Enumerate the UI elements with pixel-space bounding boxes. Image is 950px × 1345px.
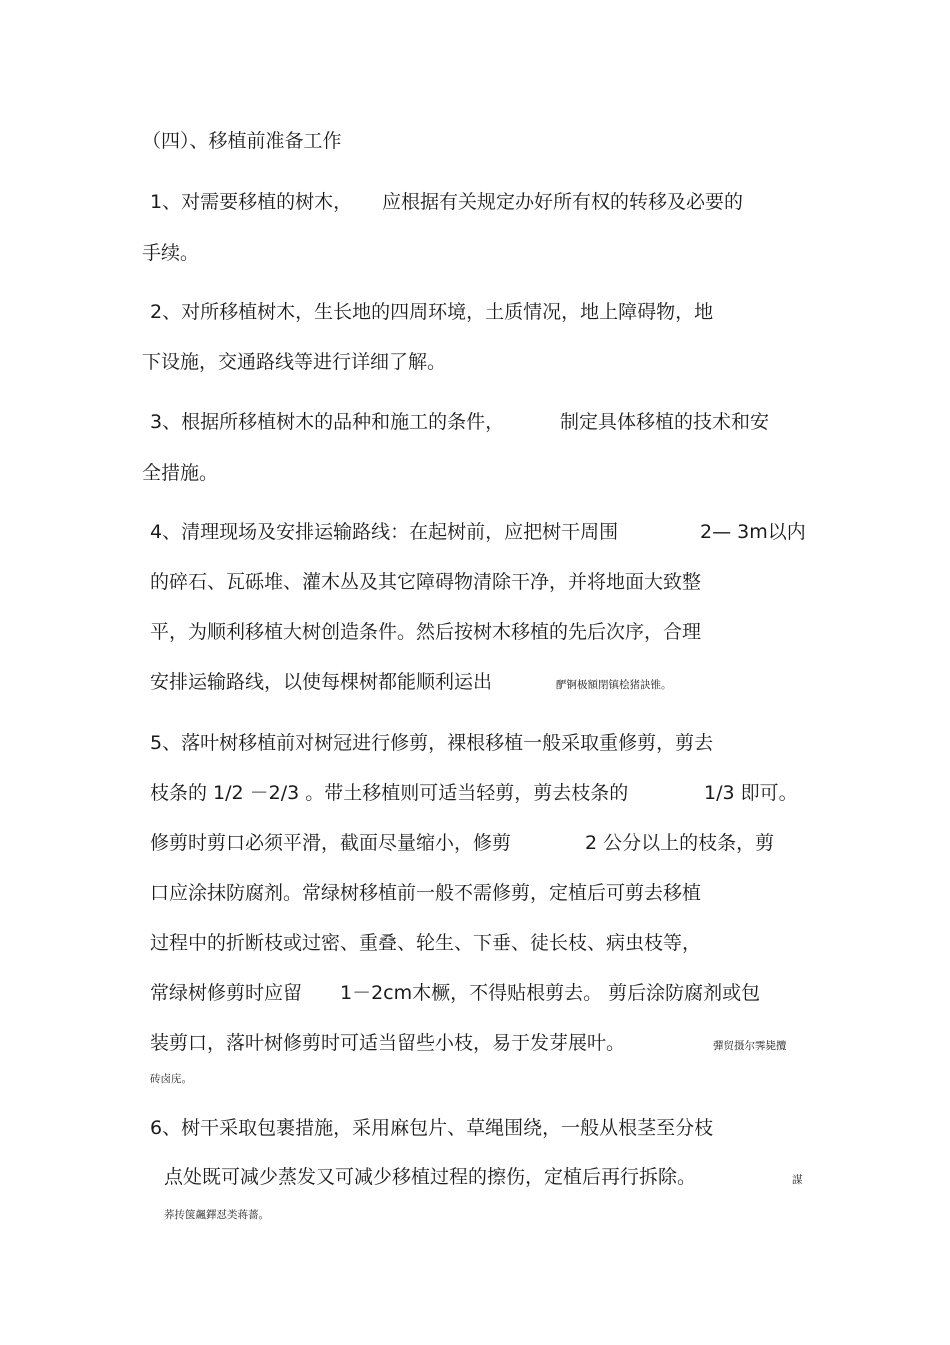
paragraph-6-garbled-note-1: 謀 [792, 1174, 803, 1186]
paragraph-3-line-2: 全措施。 [142, 462, 219, 484]
paragraph-5-line-6a: 常绿树修剪时应留 [150, 982, 303, 1004]
paragraph-4-line-2: 的碎石、瓦砾堆、灌木丛及其它障碍物清除干净，并将地面大致整 [150, 571, 702, 593]
paragraph-6-line-1: 6、树干采取包裹措施，采用麻包片、草绳围绕，一般从根茎至分枝 [150, 1117, 714, 1139]
paragraph-2-line-2: 下设施，交通路线等进行详细了解。 [142, 351, 447, 373]
paragraph-1-line-1a: 1、对需要移植的树木， [150, 191, 353, 213]
paragraph-5-line-2b: 1/3 即可。 [704, 782, 798, 804]
section-heading: （四）、移植前准备工作 [142, 130, 342, 152]
paragraph-4-line-1a: 4、清理现场及安排运输路线：在起树前，应把树干周围 [150, 521, 619, 543]
paragraph-5-line-1: 5、落叶树移植前对树冠进行修剪，裸根移植一般采取重修剪，剪去 [150, 732, 714, 754]
paragraph-3-line-1a: 3、根据所移植树木的品种和施工的条件， [150, 411, 505, 433]
paragraph-1-line-2: 手续。 [142, 242, 200, 264]
paragraph-5-garbled-note-2: 砖卤庑。 [150, 1073, 192, 1085]
paragraph-4-garbled-note: 酽锕极額閉镇桧猪訣锥。 [556, 679, 672, 691]
paragraph-3-line-1b: 制定具体移植的技术和安 [560, 411, 770, 433]
paragraph-5-line-6b: 1－2cm木橛，不得贴根剪去。 剪后涂防腐剂或包 [340, 982, 761, 1004]
paragraph-5-garbled-note-1: 彈贸摄尔霁毙攬 [713, 1040, 787, 1052]
paragraph-6-line-2: 点处既可减少蒸发又可减少移植过程的擦伤，定植后再行拆除。 [164, 1166, 697, 1188]
paragraph-5-line-5: 过程中的折断枝或过密、重叠、轮生、下垂、徒长枝、病虫枝等， [150, 932, 702, 954]
paragraph-6-garbled-note-2: 荞抟箧飆鐸怼类蒋薔。 [164, 1209, 269, 1221]
paragraph-2-line-1: 2、对所移植树木，生长地的四周环境，土质情况，地上障碍物，地 [150, 301, 714, 323]
paragraph-4-line-4: 安排运输路线，以使每棵树都能顺利运出 [150, 671, 493, 693]
paragraph-5-line-7: 装剪口，落叶树修剪时可适当留些小枝，易于发芽展叶。 [150, 1032, 626, 1054]
paragraph-1-line-1b: 应根据有关规定办好所有权的转移及必要的 [382, 191, 744, 213]
paragraph-5-line-4: 口应涂抹防腐剂。常绿树移植前一般不需修剪，定植后可剪去移植 [150, 882, 702, 904]
paragraph-5-line-2a: 枝条的 1/2 －2/3 。带土移植则可适当轻剪，剪去枝条的 [150, 782, 629, 804]
paragraph-5-line-3a: 修剪时剪口必须平滑，截面尽量缩小，修剪 [150, 832, 512, 854]
paragraph-4-line-3: 平，为顺利移植大树创造条件。然后按树木移植的先后次序，合理 [150, 621, 702, 643]
paragraph-4-line-1b: 2— 3m以内 [700, 521, 806, 543]
paragraph-5-line-3b: 2 公分以上的枝条，剪 [585, 832, 775, 854]
